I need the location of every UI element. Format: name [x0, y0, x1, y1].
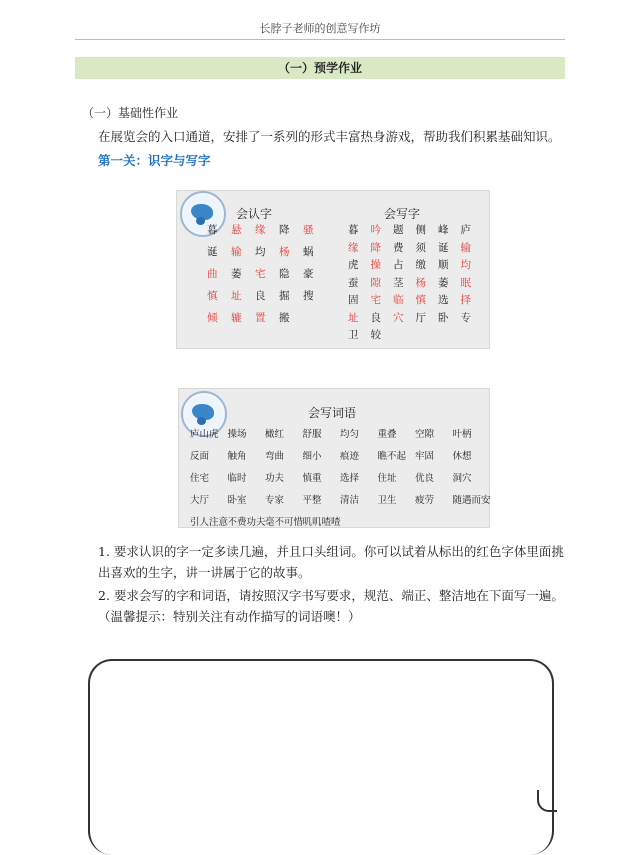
write-char: 宅 — [370, 294, 381, 306]
word-item: 牢固 — [415, 451, 435, 462]
word-item: 选择 — [340, 473, 360, 484]
header-divider — [75, 39, 565, 40]
write-char: 萎 — [438, 276, 449, 289]
word-item: 平整 — [302, 495, 322, 506]
word-item: 触角 — [227, 451, 247, 462]
word-item: 弯曲 — [265, 451, 285, 462]
write-char: 固 — [348, 294, 359, 306]
recognize-char: 隐 — [279, 268, 290, 280]
recognize-char: 址 — [231, 290, 242, 302]
write-char: 较 — [370, 329, 381, 341]
write-char: 暮 — [348, 224, 359, 236]
write-char: 穴 — [393, 311, 404, 324]
write-char: 选 — [438, 294, 449, 306]
word-item: 毫不可惜 — [265, 517, 304, 528]
write-char: 址 — [348, 311, 359, 324]
word-item: 痕迹 — [340, 451, 360, 462]
word-item: 专家 — [265, 495, 285, 506]
write-char: 庐 — [460, 224, 471, 236]
write-char: 缘 — [348, 241, 359, 254]
word-item: 疲劳 — [415, 495, 435, 506]
recognize-char: 诞 — [207, 246, 218, 258]
write-char: 费 — [393, 241, 404, 254]
write-char: 虎 — [348, 259, 359, 271]
word-item: 重叠 — [377, 429, 397, 440]
recognize-char: 宅 — [255, 268, 266, 280]
word-item: 舒服 — [302, 429, 322, 440]
recognize-char: 良 — [255, 290, 266, 302]
write-char: 缴 — [415, 259, 426, 271]
word-item: 操场 — [227, 429, 247, 440]
write-char: 卫 — [348, 329, 359, 341]
write-char: 临 — [393, 294, 404, 306]
recognize-char: 缘 — [255, 224, 266, 236]
word-item: 叶柄 — [452, 429, 472, 440]
write-char: 均 — [460, 259, 471, 271]
word-item: 橄红 — [265, 429, 285, 440]
write-char: 眠 — [460, 276, 471, 289]
write-char: 题 — [393, 224, 404, 236]
writing-box[interactable] — [88, 659, 554, 855]
words-title: 会写词语 — [308, 406, 357, 420]
recognize-char: 暮 — [207, 224, 218, 236]
recognize-char: 萎 — [231, 268, 242, 280]
word-item: 庐山虎 — [190, 429, 219, 440]
word-item: 优良 — [415, 473, 435, 484]
word-item: 慎重 — [302, 473, 322, 484]
write-title: 会写字 — [384, 207, 421, 221]
word-item: 卫生 — [377, 495, 397, 506]
write-char: 杨 — [415, 276, 426, 289]
word-item: 空隙 — [415, 429, 435, 440]
word-item: 洞穴 — [452, 473, 472, 484]
write-char: 良 — [370, 311, 381, 324]
word-item: 随遇而安 — [452, 495, 491, 506]
word-item: 不费功夫 — [227, 517, 266, 528]
word-item: 引人注意 — [190, 517, 229, 528]
words-grid — [190, 426, 490, 536]
recognize-char: 骚 — [303, 224, 314, 236]
write-char: 茎 — [393, 276, 404, 289]
word-item: 卧室 — [227, 495, 247, 506]
write-char: 择 — [460, 294, 471, 306]
page-curl — [537, 790, 557, 812]
write-char: 降 — [370, 241, 381, 254]
recognize-grid — [207, 222, 327, 332]
word-item: 功夫 — [265, 473, 285, 484]
recognize-char: 豪 — [303, 268, 314, 280]
recognize-char: 输 — [231, 246, 242, 258]
requirement-2: 2. 要求会写的字和词语，请按照汉字书写要求，规范、端正、整洁地在下面写一遍。（温馨提示：特别关注有动作描写的词语噢！） — [98, 588, 564, 624]
requirement-1: 1. 要求认识的字一定多读几遍，并且口头组词。你可以试着从标出的红色字体里面挑出喜欢的生字，讲一讲属于它的故事。 — [98, 544, 564, 580]
write-char: 卧 — [438, 311, 449, 324]
write-char: 蚕 — [348, 276, 359, 289]
intro-text: 在展览会的入口通道，安排了一系列的形式丰富热身游戏，帮助我们积累基础知识。 — [98, 129, 561, 144]
write-char: 隙 — [370, 276, 381, 289]
write-char: 峰 — [438, 224, 449, 236]
write-grid — [348, 222, 483, 345]
recognize-char: 蜗 — [303, 246, 314, 258]
word-item: 叽叽喳喳 — [302, 517, 341, 528]
recognize-char: 搬 — [279, 312, 290, 324]
write-char: 侧 — [415, 224, 426, 236]
level-title: 第一关：识字与写字 — [98, 153, 211, 168]
recognize-char: 杨 — [279, 246, 290, 258]
write-char: 输 — [460, 241, 471, 254]
word-item: 住宅 — [190, 473, 210, 484]
word-item: 住址 — [377, 473, 397, 484]
word-item: 清洁 — [340, 495, 360, 506]
recognize-char: 倾 — [207, 312, 218, 324]
page-header: 长脖子老师的创意写作坊 — [259, 22, 381, 35]
basic-heading: （一）基础性作业 — [82, 106, 179, 120]
write-char: 吟 — [370, 224, 381, 236]
recognize-char: 置 — [255, 312, 266, 324]
section-title: （一）预学作业 — [75, 57, 565, 79]
word-item: 瞧不起 — [377, 451, 407, 462]
word-item: 临时 — [227, 473, 247, 484]
write-char: 专 — [460, 311, 471, 324]
write-char: 顺 — [438, 259, 449, 271]
write-char: 须 — [415, 241, 426, 254]
recognize-char: 搜 — [303, 290, 314, 302]
recognize-char: 均 — [255, 246, 266, 258]
recognize-char: 辘 — [231, 312, 242, 324]
word-item: 均匀 — [340, 429, 360, 440]
word-item: 大厅 — [190, 495, 210, 506]
write-char: 操 — [370, 259, 381, 271]
recognize-char: 慎 — [207, 290, 218, 302]
recognize-char: 曲 — [207, 268, 218, 280]
write-char: 慎 — [415, 294, 426, 306]
write-char: 诞 — [438, 241, 449, 254]
write-char: 厅 — [415, 311, 426, 324]
recognize-char: 悬 — [231, 224, 242, 236]
recognize-title: 会认字 — [236, 207, 273, 221]
write-char: 占 — [393, 259, 404, 271]
word-item: 反面 — [190, 451, 210, 462]
recognize-char: 掘 — [279, 290, 290, 302]
word-item: 休想 — [452, 451, 472, 462]
word-item: 细小 — [302, 451, 322, 462]
recognize-char: 降 — [279, 224, 290, 236]
